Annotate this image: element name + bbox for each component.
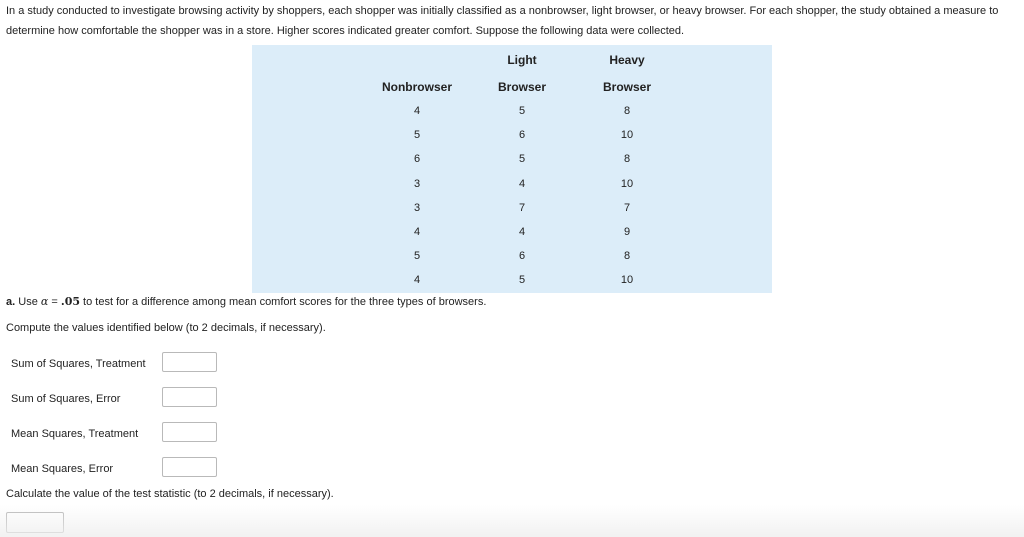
label-ms-treatment: Mean Squares, Treatment (11, 428, 139, 440)
question-a-use: Use (15, 296, 41, 308)
table-cell-nonbrowser: 5 (413, 250, 421, 263)
header-heavy: Heavy (609, 53, 645, 67)
table-cell-nonbrowser: 4 (413, 105, 421, 117)
table-cell-light: 5 (518, 153, 526, 166)
table-cell-light: 6 (518, 129, 526, 142)
table-cell-light: 4 (518, 177, 526, 190)
table-cell-nonbrowser: 4 (413, 274, 421, 287)
table-cell-light: 5 (518, 274, 526, 287)
calc-instruction: Calculate the value of the test statistic (to 2 decimals, if necessary). (6, 488, 334, 500)
bottom-fade (0, 505, 1024, 537)
ss-treatment-input[interactable] (162, 352, 217, 372)
data-table (252, 45, 772, 293)
question-a-prefix: a. (6, 296, 16, 308)
label-ss-treatment: Sum of Squares, Treatment (11, 358, 146, 370)
compute-instruction: Compute the values identified below (to 2 decimals, if necessary). (6, 322, 326, 334)
header-heavy-browser: Browser (602, 80, 652, 94)
table-cell-light: 5 (518, 105, 526, 117)
label-ms-error: Mean Squares, Error (11, 463, 114, 475)
table-cell-nonbrowser: 3 (413, 177, 421, 190)
table-cell-heavy: 7 (623, 201, 631, 214)
table-cell-light: 7 (518, 201, 526, 214)
table-cell-heavy: 8 (623, 153, 631, 166)
question-a-rest: to test for a difference among mean comfort scores for the three types of browsers. (80, 296, 487, 308)
header-light-browser: Browser (497, 80, 547, 94)
table-cell-light: 4 (518, 226, 526, 238)
ms-treatment-input[interactable] (162, 422, 217, 442)
test-statistic-input[interactable] (6, 512, 64, 533)
table-cell-nonbrowser: 6 (413, 153, 421, 166)
header-light: Light (507, 53, 537, 67)
table-cell-nonbrowser: 4 (413, 226, 421, 238)
table-cell-heavy: 10 (620, 274, 634, 287)
ms-error-input[interactable] (162, 457, 217, 477)
label-ss-error: Sum of Squares, Error (11, 393, 121, 405)
alpha-value: .05 (60, 295, 80, 308)
table-cell-heavy: 9 (623, 226, 631, 238)
table-cell-heavy: 10 (620, 177, 634, 190)
table-cell-heavy: 10 (620, 129, 634, 142)
equals-sign: = (48, 296, 61, 308)
question-a (6, 294, 486, 310)
problem-intro: In a study conducted to investigate browsing activity by shoppers, each shopper was initially classified as a nonbrowser, light browser, or heavy browser. For each shopper, the study obtained a measure to determine how comfortable the shopper was in a store. Higher scores indicated greater comfort. Suppose the following data were collected. (6, 5, 999, 37)
table-cell-nonbrowser: 3 (413, 201, 421, 214)
header-nonbrowser: Nonbrowser (381, 80, 452, 94)
table-cell-heavy: 8 (623, 105, 631, 117)
table-cell-nonbrowser: 5 (413, 129, 421, 142)
table-cell-light: 6 (518, 250, 526, 263)
ss-error-input[interactable] (162, 387, 217, 407)
table-cell-heavy: 8 (623, 250, 631, 263)
alpha-symbol: α (40, 295, 49, 308)
